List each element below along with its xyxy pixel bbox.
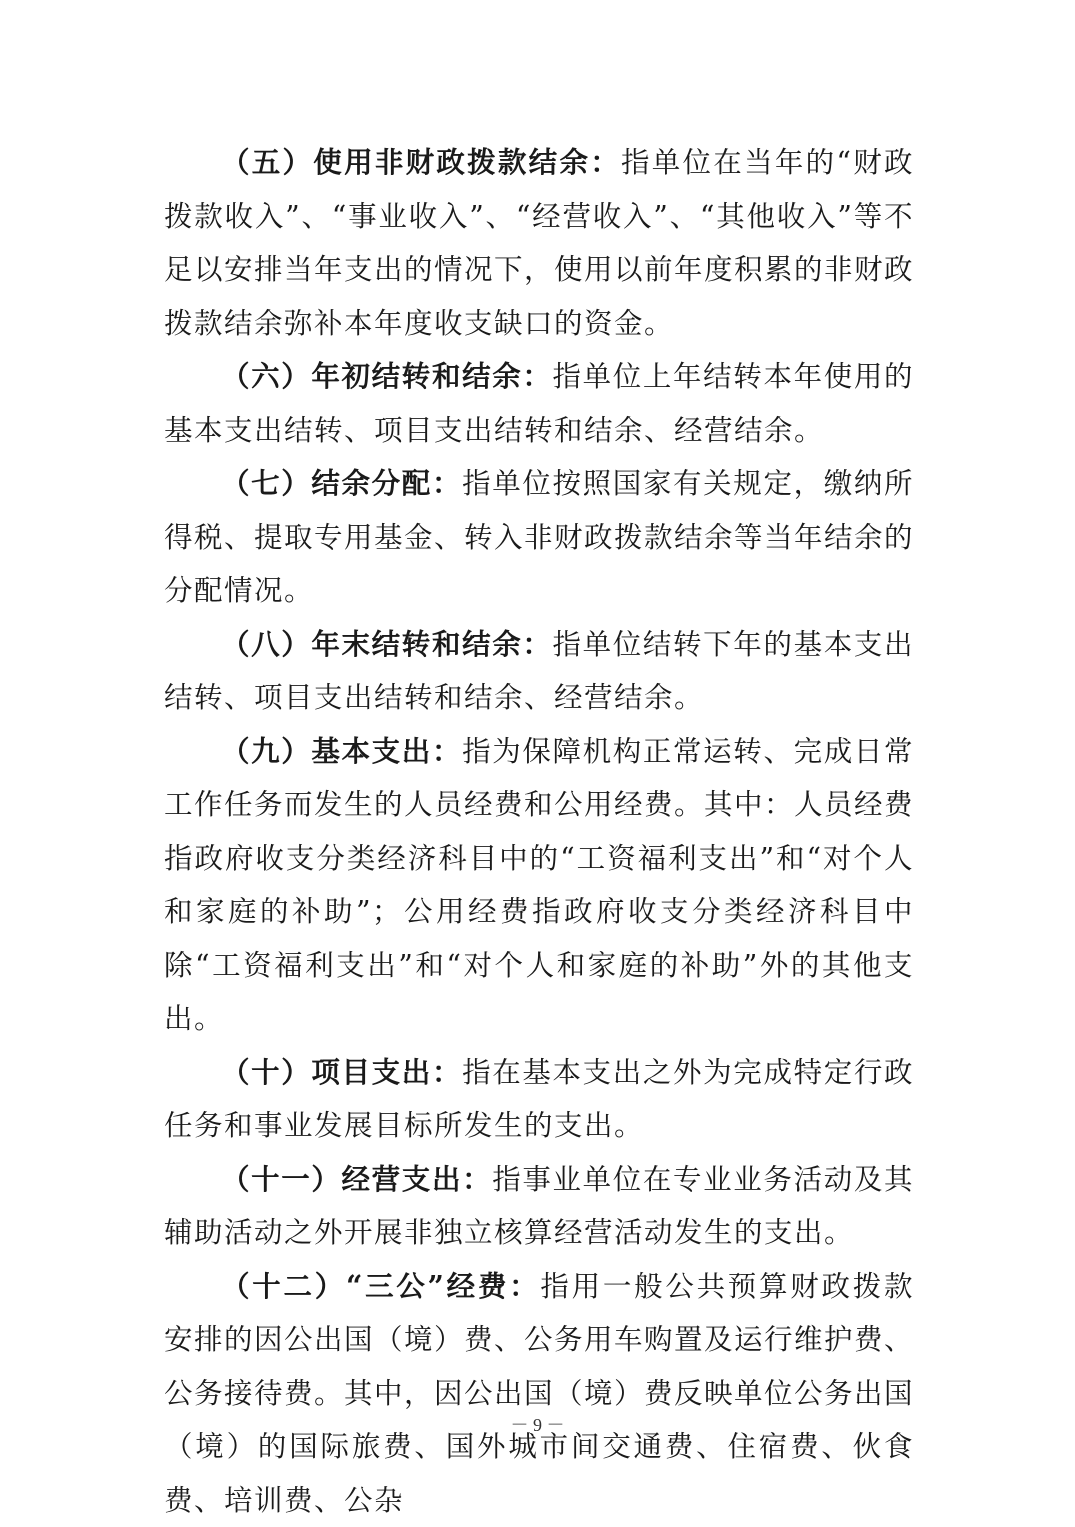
paragraph-text: 指在基本支出之外为完成特定行政任务和事业发展目标所发生的支出。 bbox=[164, 1056, 914, 1143]
paragraph-five bbox=[164, 136, 914, 350]
paragraph-term: （十）项目支出： bbox=[221, 1055, 462, 1089]
paragraph-text: 指用一般公共预算财政拨款安排的因公出国（境）费、公务用车购置及运行维护费、公务接待费。其中，因公出国（境）费反映单位公务出国（境）的国际旅费、国外城市间交通费、住宿费、伙食费、培训费、公杂 bbox=[164, 1270, 914, 1517]
paragraph-seven bbox=[164, 457, 914, 618]
page-number: － 9 － bbox=[0, 1411, 1075, 1437]
paragraph-text: 指单位在当年的“财政拨款收入”、“事业收入”、“经营收入”、“其他收入”等不足以安排当年支出的情况下，使用以前年度积累的非财政拨款结余弥补本年度收支缺口的资金。 bbox=[164, 146, 914, 340]
paragraph-term: （十一）经营支出： bbox=[221, 1162, 492, 1196]
paragraph-text: 指单位结转下年的基本支出结转、项目支出结转和结余、经营结余。 bbox=[164, 628, 914, 715]
paragraph-term: （十二）“三公”经费： bbox=[221, 1269, 540, 1303]
paragraph-text: 指事业单位在专业业务活动及其辅助活动之外开展非独立核算经营活动发生的支出。 bbox=[164, 1163, 914, 1250]
paragraph-ten bbox=[164, 1046, 914, 1153]
paragraph-text: 指单位上年结转本年使用的基本支出结转、项目支出结转和结余、经营结余。 bbox=[164, 360, 914, 447]
paragraph-text: 指为保障机构正常运转、完成日常工作任务而发生的人员经费和公用经费。其中：人员经费指政府收支分类经济科目中的“工资福利支出”和“对个人和家庭的补助”；公用经费指政府收支分类经济科目中除“工资福利支出”和“对个人和家庭的补助”外的其他支出。 bbox=[164, 735, 914, 1036]
paragraph-eight bbox=[164, 618, 914, 725]
paragraph-term: （六）年初结转和结余： bbox=[221, 359, 553, 393]
paragraph-term: （七）结余分配： bbox=[221, 466, 462, 500]
document-body bbox=[164, 136, 914, 1527]
paragraph-term: （八）年末结转和结余： bbox=[221, 627, 553, 661]
paragraph-term: （五）使用非财政拨款结余： bbox=[221, 145, 621, 179]
paragraph-eleven bbox=[164, 1153, 914, 1260]
paragraph-twelve bbox=[164, 1260, 914, 1527]
paragraph-term: （九）基本支出： bbox=[221, 734, 462, 768]
paragraph-text: 指单位按照国家有关规定，缴纳所得税、提取专用基金、转入非财政拨款结余等当年结余的分配情况。 bbox=[164, 467, 914, 607]
paragraph-nine bbox=[164, 725, 914, 1046]
paragraph-six bbox=[164, 350, 914, 457]
